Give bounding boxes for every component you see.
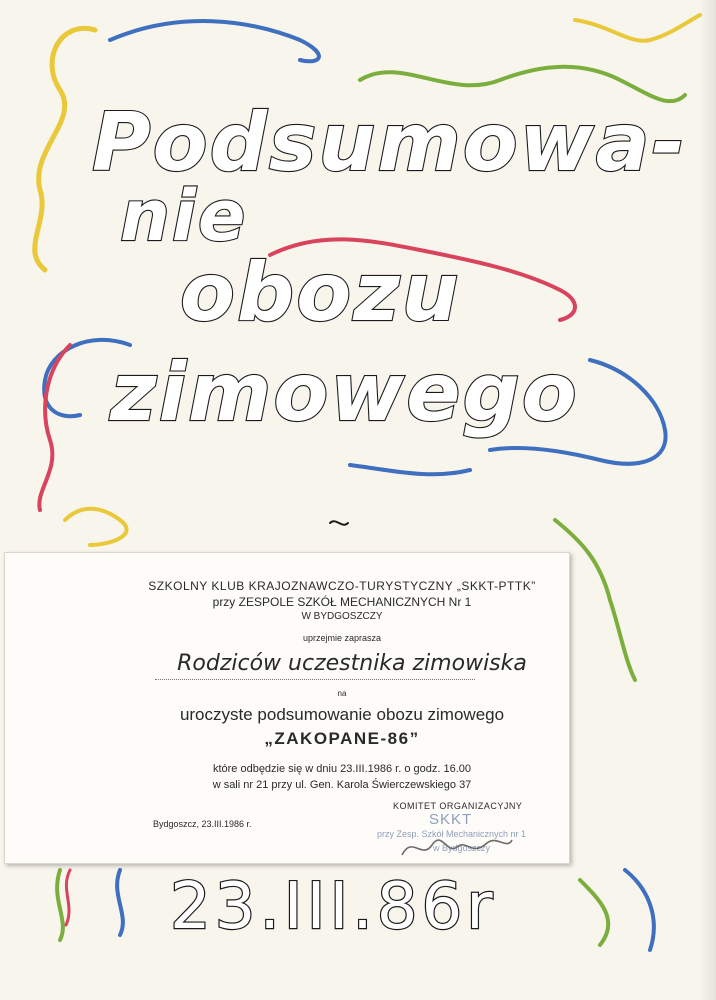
squiggle-green-bottom-right <box>580 880 608 945</box>
stamp <box>377 811 547 857</box>
squiggle-blue-top <box>110 21 319 61</box>
title-line-1: Podsumowa- <box>92 96 687 189</box>
event-when: które odbędzie się w dniu 23.III.1986 r. o godz. 16.00 <box>212 763 472 775</box>
stamp-line: przy Zesp. Szkół Mechanicznych nr 1 <box>377 829 527 839</box>
squiggle-red-bottom-left <box>66 870 70 925</box>
guest-handwritten: Rodziców uczestnika zimowiska <box>177 651 527 676</box>
big-date: 23.III.86r <box>170 870 497 944</box>
club-name: SZKOLNY KLUB KRAJOZNAWCZO-TURYSTYCZNY „SKKT-PTTK” <box>148 579 536 593</box>
squiggle-green-left-low <box>57 870 63 940</box>
squiggle-red-left <box>39 345 70 510</box>
squiggle-red-tilde-1 <box>330 521 348 524</box>
city-line: W BYDGOSZCZY <box>301 611 383 622</box>
invitation-card <box>4 552 570 864</box>
school-name: przy ZESPOLE SZKÓŁ MECHANICZNYCH Nr 1 <box>212 595 472 609</box>
stamp-city: w Bydgoszczy <box>433 843 491 853</box>
invites-line: uprzejmie zaprasza <box>302 633 382 643</box>
squiggle-blue-bottom-right <box>625 870 654 950</box>
title-line-2: nie <box>120 175 248 257</box>
title-line-3: obozu <box>180 246 461 339</box>
event-line: uroczyste podsumowanie obozu zimowego <box>179 705 505 724</box>
event-name: „ZAKOPANE-86” <box>264 729 420 748</box>
dotted-line <box>155 679 475 680</box>
stamp-title: SKKT <box>429 811 473 828</box>
squiggle-blue-bottom <box>117 870 123 935</box>
event-where: w sali nr 21 przy ul. Gen. Karola Świerczewskiego 37 <box>212 779 472 791</box>
squiggle-yellow-top-right <box>575 15 700 41</box>
squiggle-yellow-top-left <box>35 28 95 270</box>
na-line: na <box>337 689 347 698</box>
committee-label: KOMITET ORGANIZACYJNY <box>393 801 523 811</box>
signature-icon <box>397 825 517 865</box>
title-line-4: zimowego <box>110 346 579 439</box>
squiggle-yellow-left-low <box>65 509 127 545</box>
place-date: Bydgoszcz, 23.III.1986 r. <box>153 819 252 829</box>
squiggle-blue-mid <box>350 465 470 474</box>
